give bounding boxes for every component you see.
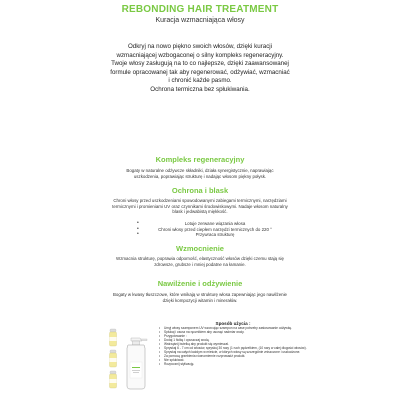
- protection-benefits-list: [135, 221, 295, 238]
- intro-paragraph: Odkryj na nowo piękno swoich włosów, dzięki kuracji wzmacniającej wzbogaconej o silny kompleks regeneracyjny.: [116, 43, 284, 59]
- ampoule-vial: [110, 371, 117, 388]
- list-item: • Umyj włosy szamponem UV wzorcując szampon na case potrzeby zastosowanie odżywkę.: [158, 327, 308, 331]
- section-body-regeneration: Bogaty w naturalne odżywcze składniki, działa synergistycznie, naprawiając uszkodzenia, poprawiając strukturę i nadając włosom piękny połysk.: [126, 168, 274, 179]
- list-item: • Spłukaj i osusz na ręcznikiem aby usunąć nadmiar wody.: [158, 331, 308, 335]
- usage-steps-list: [158, 327, 308, 367]
- product-bottles-illustration: [104, 326, 158, 392]
- section-body-strengthening: Wzmacnia strukturę, poprawia odporność, elastyczność włosów dzięki czemu stają się zdrowsze, grubsze i mniej podatne na łamanie.: [116, 256, 284, 267]
- usage-instructions: [158, 321, 308, 367]
- list-item: • Chroni włosy przed ciepłem narzędzi termicznych do 220 °: [135, 227, 295, 233]
- list-item: • Dodaj 1 fiolkę i opuszczaj wodą.: [158, 339, 308, 343]
- intro-paragraph: Ochrona termiczna bez spłukiwania.: [150, 85, 250, 93]
- list-item: • Lotuje zerwane wiązania włosa: [135, 221, 295, 227]
- usage-title: Sposób użycia :: [215, 321, 251, 326]
- section-heading-regeneration: Kompleks regeneracyjny: [155, 155, 245, 164]
- list-item: • Wstrząśnij butelką aby produkt się wymieszał.: [158, 343, 308, 347]
- ampoule-vial: [110, 329, 117, 346]
- list-item: • Przywraca strukturę: [135, 232, 295, 238]
- spray-bottle: [127, 338, 147, 389]
- list-item: • Nie spłukiwać.: [158, 359, 308, 363]
- list-item: • Spryskaj na całych każdym w mieście, w których włosy są szczególnie zniszczone i uszkodzone.: [158, 351, 308, 355]
- list-item: • Rozpocznij stylizację.: [158, 363, 308, 367]
- section-body-nourishment: Bogaty w kwasy tłuszczowe, które wnikają w strukturę włosa zapewniając jego nawilżenie dzięki kompozycji witamin i minerałów.: [113, 292, 287, 303]
- section-heading-nourishment: Nawilżenie i odżywienie: [157, 279, 243, 288]
- list-item: • Za pomocą grzebienia równomiernie rozprowadź produkt.: [158, 355, 308, 359]
- intro-text: [110, 43, 290, 95]
- section-body-protection: Chroni włosy przed uszkodzeniami spowodowanymi zabiegami termicznymi, narzędziami termicznymi i promieniami UV oraz czynnikami środowiskowymi. Nadaje włosom naturalny blask i jedwabistą miękkość.: [112, 198, 288, 215]
- page-subtitle: Kuracja wzmacniająca włosy: [155, 17, 245, 24]
- list-item: • Przygotowanie :: [158, 335, 308, 339]
- list-item: • Spryskaj 6 - 7 cm od włosów, spryskuj 30 razy (1 ruch pędzelkiem, (10 razy w całej długości włosów).: [158, 347, 308, 351]
- section-heading-protection: Ochrona i blask: [171, 186, 229, 195]
- page-title: REBONDING HAIR TREATMENT: [121, 4, 279, 15]
- section-heading-strengthening: Wzmocnienie: [176, 244, 224, 253]
- ampoule-vial: [110, 350, 117, 367]
- intro-paragraph: Twoje włosy zasługują na to co najlepsze, dzięki zaawansowanej formule opracowanej tak aby regenerować, odżywiać, wzmacniać i chronić każde pasmo.: [110, 60, 290, 85]
- product-image: [104, 326, 158, 392]
